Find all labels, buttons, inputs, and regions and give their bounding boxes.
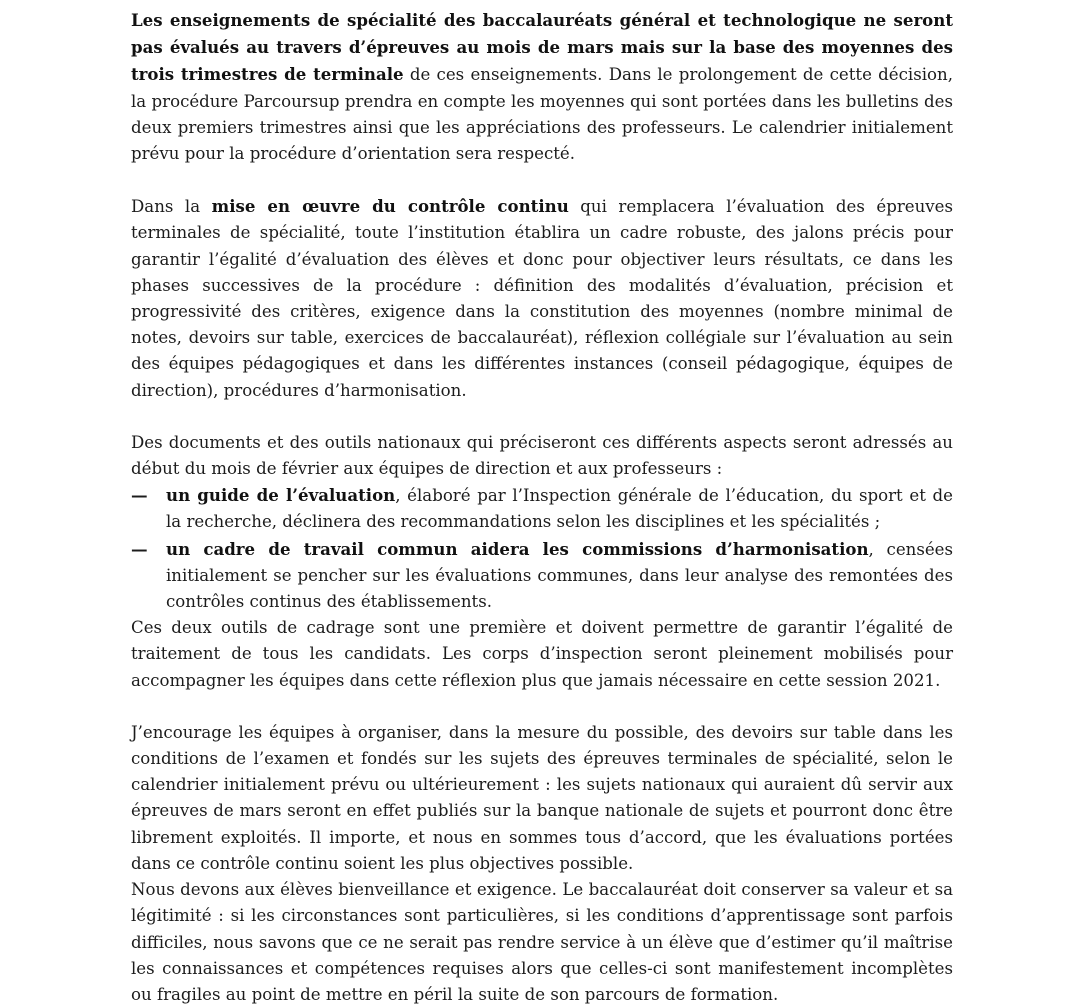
paragraph1-bold-text: Les enseignements de spécialité des baccalauréats général et technologique ne seront pas évalués au travers d’épreuves au mois de mars mais sur la base des moyennes des trois trimestres de terminale: [131, 10, 953, 85]
paragraph-national-tools: [131, 430, 953, 694]
paragraph3-intro: Des documents et des outils nationaux qui préciseront ces différents aspects seront adressés au début du mois de février aux équipes de direction et aux professeurs :: [131, 432, 953, 479]
list-item: [131, 536, 953, 616]
paragraph-specialty-evaluation: [131, 7, 953, 167]
list-item: [131, 482, 953, 535]
paragraph-table-exams: J’encourage les équipes à organiser, dans la mesure du possible, des devoirs sur table dans les conditions de l’examen et fondés sur les sujets des épreuves terminales de spécialité, selon le calendrier initialement prévu ou ultérieurement : les sujets nationaux qui auraient dû servir aux épreuves de mars seront en effet publiés sur la banque nationale de sujets et pourront donc être librement exploités. Il importe, et nous en sommes tous d’accord, que les évaluations portées dans ce contrôle continu soient les plus objectives possible.: [131, 722, 953, 873]
paragraph1-text: de ces enseignements. Dans le prolongement de cette décision, la procédure Parcoursup prendra en compte les moyennes qui sont portées dans les bulletins des deux premiers trimestres ainsi que les appréciations des professeurs. Le calendrier initialement prévu pour la procédure d’orientation sera respecté.: [131, 65, 953, 164]
list-item-text: , élaboré par l’Inspection générale de l’éducation, du sport et de la recherche, déclinera des recommandations selon les disciplines et les spécialités ;: [166, 486, 953, 532]
tools-list: [131, 482, 953, 615]
paragraph2-text-after: qui remplacera l’évaluation des épreuves terminales de spécialité, toute l’institution établira un cadre robuste, des jalons précis pour garantir l’égalité d’évaluation des élèves et donc pour objectiver leurs résultats, ce dans les phases successives de la procédure : définition des modalités d’évaluation, précision et progressivité des critères, exigence dans la constitution des moyennes (nombre minimal de notes, devoirs sur table, exercices de baccalauréat), réflexion collégiale sur l’évaluation au sein des équipes pédagogiques et dans les différentes instances (conseil pédagogique, équipes de direction), procédures d’harmonisation.: [131, 197, 954, 400]
list-item-bold-text: un cadre de travail commun aidera les commissions d’harmonisation: [166, 538, 869, 559]
dash-marker: —: [131, 485, 148, 506]
list-item-bold-text: un guide de l’évaluation: [166, 485, 396, 506]
paragraph3-outro: Ces deux outils de cadrage sont une première et doivent permettre de garantir l’égalité de traitement de tous les candidats. Les corps d’inspection seront pleinement mobilisés pour accompagner les équipes dans cette réflexion plus que jamais nécessaire en cette session 2021.: [131, 618, 953, 690]
paragraph-benevolence-exigence: Nous devons aux élèves bienveillance et exigence. Le baccalauréat doit conserver sa valeur et sa légitimité : si les circonstances sont particulières, si les conditions d’apprentissage sont parfois difficiles, nous savons que ce ne serait pas rendre service à un élève que d’estimer qu’il maîtrise les connaissances et compétences requises alors que celles-ci sont manifestement incomplètes ou fragiles au point de mettre en péril la suite de son parcours de formation.: [131, 880, 953, 1004]
document-page: [131, 7, 953, 1008]
paragraph2-text-before: Dans la: [131, 197, 212, 217]
list-item-text: , censées initialement se pencher sur les évaluations communes, dans leur analyse des remontées des contrôles continus des établissements.: [166, 539, 954, 612]
paragraph2-bold-text: mise en œuvre du contrôle continu: [211, 196, 569, 217]
dash-marker: —: [131, 538, 148, 559]
paragraph-continuous-assessment: [131, 193, 953, 404]
